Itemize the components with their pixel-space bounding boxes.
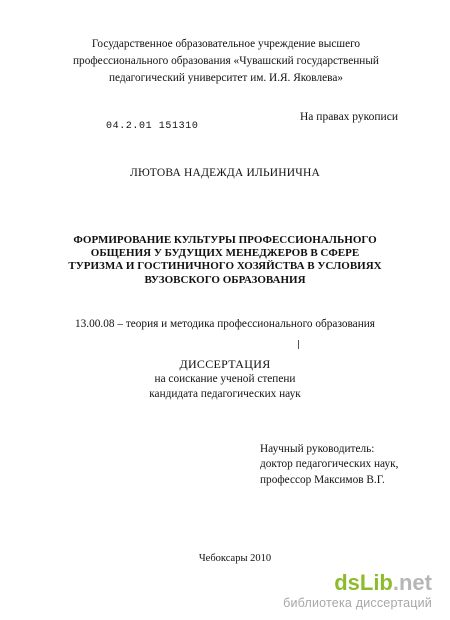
institution-line: Государственное образовательное учреждение высшего <box>91 38 361 50</box>
supervisor-line: Научный руководитель: <box>260 443 375 455</box>
institution-line: педагогический университет им. И.Я. Яковлева» <box>109 72 343 84</box>
pen-mark <box>298 340 299 349</box>
author-name: ЛЮТОВА НАДЕЖДА ИЛЬИНИЧНА <box>130 167 320 179</box>
dissertation-heading: ДИССЕРТАЦИЯ <box>179 357 271 371</box>
specialty-code: 13.00.08 – теория и методика профессионального образования <box>75 318 375 330</box>
title-line: ОБЩЕНИЯ У БУДУЩИХ МЕНЕДЖЕРОВ В СФЕРЕ <box>90 247 360 260</box>
supervisor-line: доктор педагогических наук, <box>260 458 399 471</box>
registration-stamp: 04.2.01 151310 <box>106 121 199 132</box>
logo-part-green: dsLib <box>334 570 393 595</box>
dslib-logo <box>283 572 432 594</box>
watermark-tagline: библиотека диссертаций <box>283 596 432 610</box>
supervisor-line: профессор Максимов В.Г. <box>260 473 385 486</box>
degree-line: на соискание ученой степени <box>154 373 296 385</box>
dslib-watermark <box>283 572 432 610</box>
institution-line: профессионального образования «Чувашский государственный <box>73 55 379 67</box>
manuscript-rights-label: На правах рукописи <box>300 111 398 123</box>
title-line: ТУРИЗМА И ГОСТИНИЧНОГО ХОЗЯЙСТВА В УСЛОВИЯХ <box>68 260 382 273</box>
dissertation-block <box>100 357 350 402</box>
degree-line: кандидата педагогических наук <box>149 388 301 400</box>
dissertation-title <box>50 234 400 287</box>
logo-part-gray: .net <box>392 570 432 595</box>
title-line: ВУЗОВСКОГО ОБРАЗОВАНИЯ <box>144 273 306 286</box>
supervisor-block <box>260 442 398 488</box>
title-line: ФОРМИРОВАНИЕ КУЛЬТУРЫ ПРОФЕССИОНАЛЬНОГО <box>73 234 377 246</box>
city-year: Чебоксары 2010 <box>198 553 272 564</box>
institution-header <box>40 36 412 87</box>
